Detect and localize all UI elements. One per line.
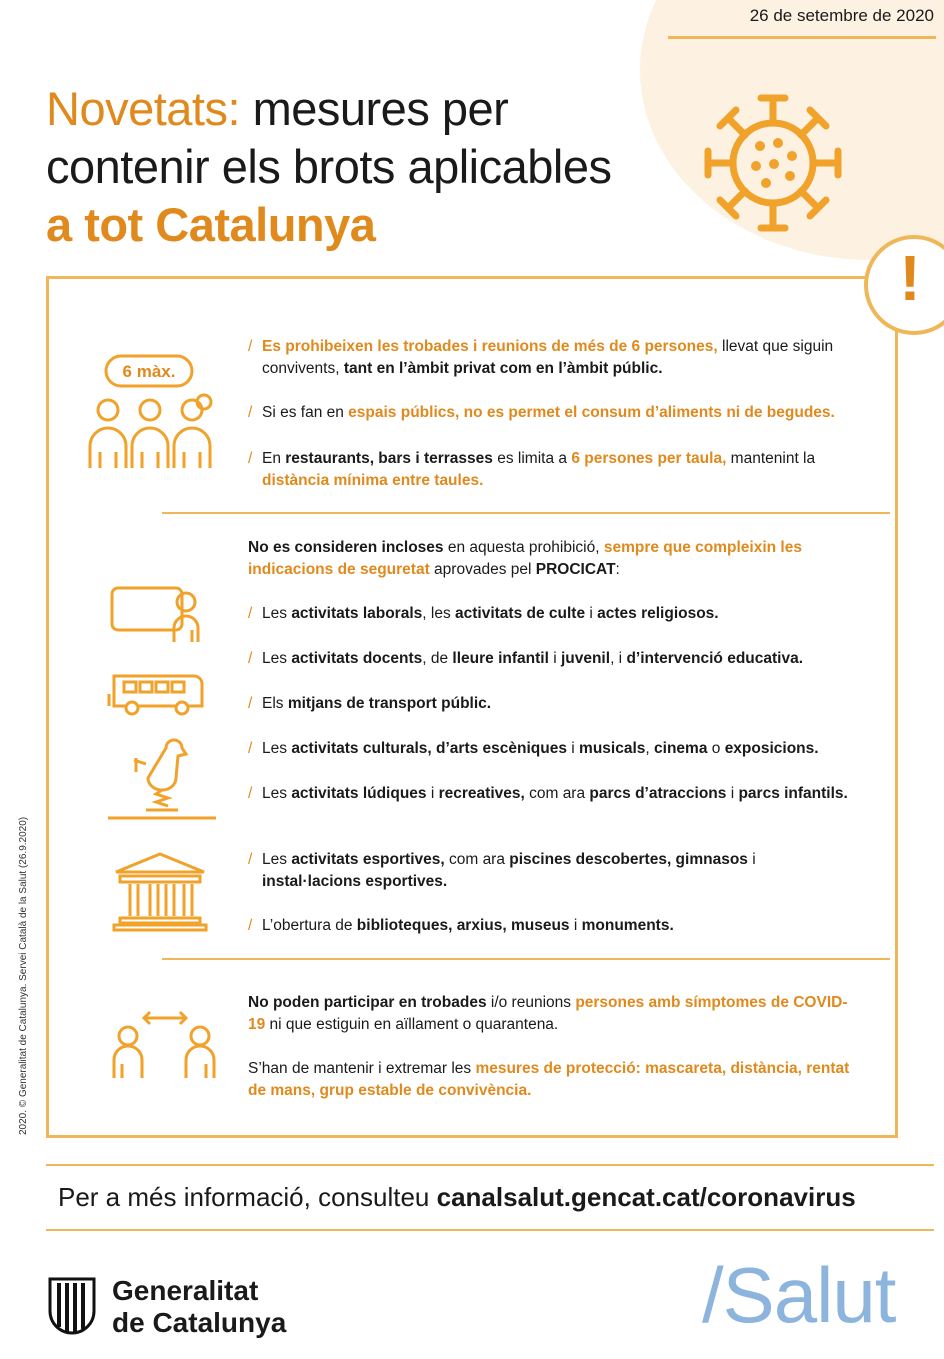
more-info: Per a més informació, consulteu canalsalut.gencat.cat/coronavirus (58, 1182, 856, 1212)
section-divider (162, 512, 890, 514)
section3-item2: S’han de mantenir i extremar les mesures de protecció: mascareta, distància, rentat de mans, grup estable de convivència. (248, 1060, 850, 1099)
section1-item3: / En restaurants, bars i terrasses es limita a 6 persones per taula, mantenint la distància mínima entre taules. (248, 450, 816, 489)
bus-icon (106, 668, 206, 718)
date: 26 de setembre de 2020 (749, 6, 934, 25)
generalitat-name: Generalitat de Catalunya (112, 1275, 287, 1338)
badge-max-people: 6 màx. (122, 362, 176, 381)
section2-intro: No es consideren incloses en aquesta prohibició, sempre que compleixin les indicacions de seguretat aprovades pel PROCICAT: (248, 539, 802, 578)
generalitat-logo-icon (46, 1275, 98, 1337)
section2-item2: / Les activitats docents, de lleure infantil i juvenil, i d’intervenció educativa. (248, 650, 804, 667)
museum-icon (112, 850, 208, 932)
date-rule (668, 36, 936, 39)
section2-item5: / Les activitats lúdiques i recreatives, com ara parcs d’atraccions i parcs infantils. (248, 785, 848, 802)
section2-item1: / Les activitats laborals, les activitats de culte i actes religiosos. (248, 605, 719, 622)
page-title (46, 80, 611, 254)
info-link[interactable]: canalsalut.gencat.cat/coronavirus (436, 1182, 856, 1212)
title-line3: a tot Catalunya (46, 198, 376, 251)
footer-rule (46, 1164, 934, 1166)
spring-rider-icon (106, 738, 218, 822)
salut-brand: /Salut (702, 1251, 896, 1339)
section2-item3: / Els mitjans de transport públic. (248, 695, 492, 712)
section1-item1: / Es prohibeixen les trobades i reunions de més de 6 persones, llevat que siguin convivents, tant en l’àmbit privat com en l’àmbit públic. (248, 338, 834, 377)
section-divider (162, 958, 890, 960)
section3-item1: No poden participar en trobades i/o reunions persones amb símptomes de COVID-19 ni que estiguin en aïllament o quarantena. (248, 994, 848, 1033)
virus-icon (698, 88, 848, 238)
title-line2: contenir els brots aplicables (46, 140, 612, 193)
worker-icon (108, 584, 204, 644)
section2-item7: / L’obertura de biblioteques, arxius, museus i monuments. (248, 917, 674, 934)
title-highlight: Novetats: (46, 82, 241, 135)
section2-item4: / Les activitats culturals, d’arts escèniques i musicals, cinema o exposicions. (248, 740, 819, 757)
title-line1: mesures per (240, 82, 509, 135)
side-credit: 2020. © Generalitat de Catalunya. Servei Català de la Salut (26.9.2020) (18, 816, 29, 1135)
alert-symbol: ! (899, 242, 921, 314)
section1-item2: / Si es fan en espais públics, no es permet el consum d’aliments ni de begudes. (248, 404, 835, 421)
footer-rule (46, 1229, 934, 1231)
section2-item6: / Les activitats esportives, com ara piscines descobertes, gimnasos i instal·lacions esportives. (248, 851, 756, 890)
distance-people-icon (110, 1006, 218, 1082)
group-of-people-icon (86, 352, 216, 474)
